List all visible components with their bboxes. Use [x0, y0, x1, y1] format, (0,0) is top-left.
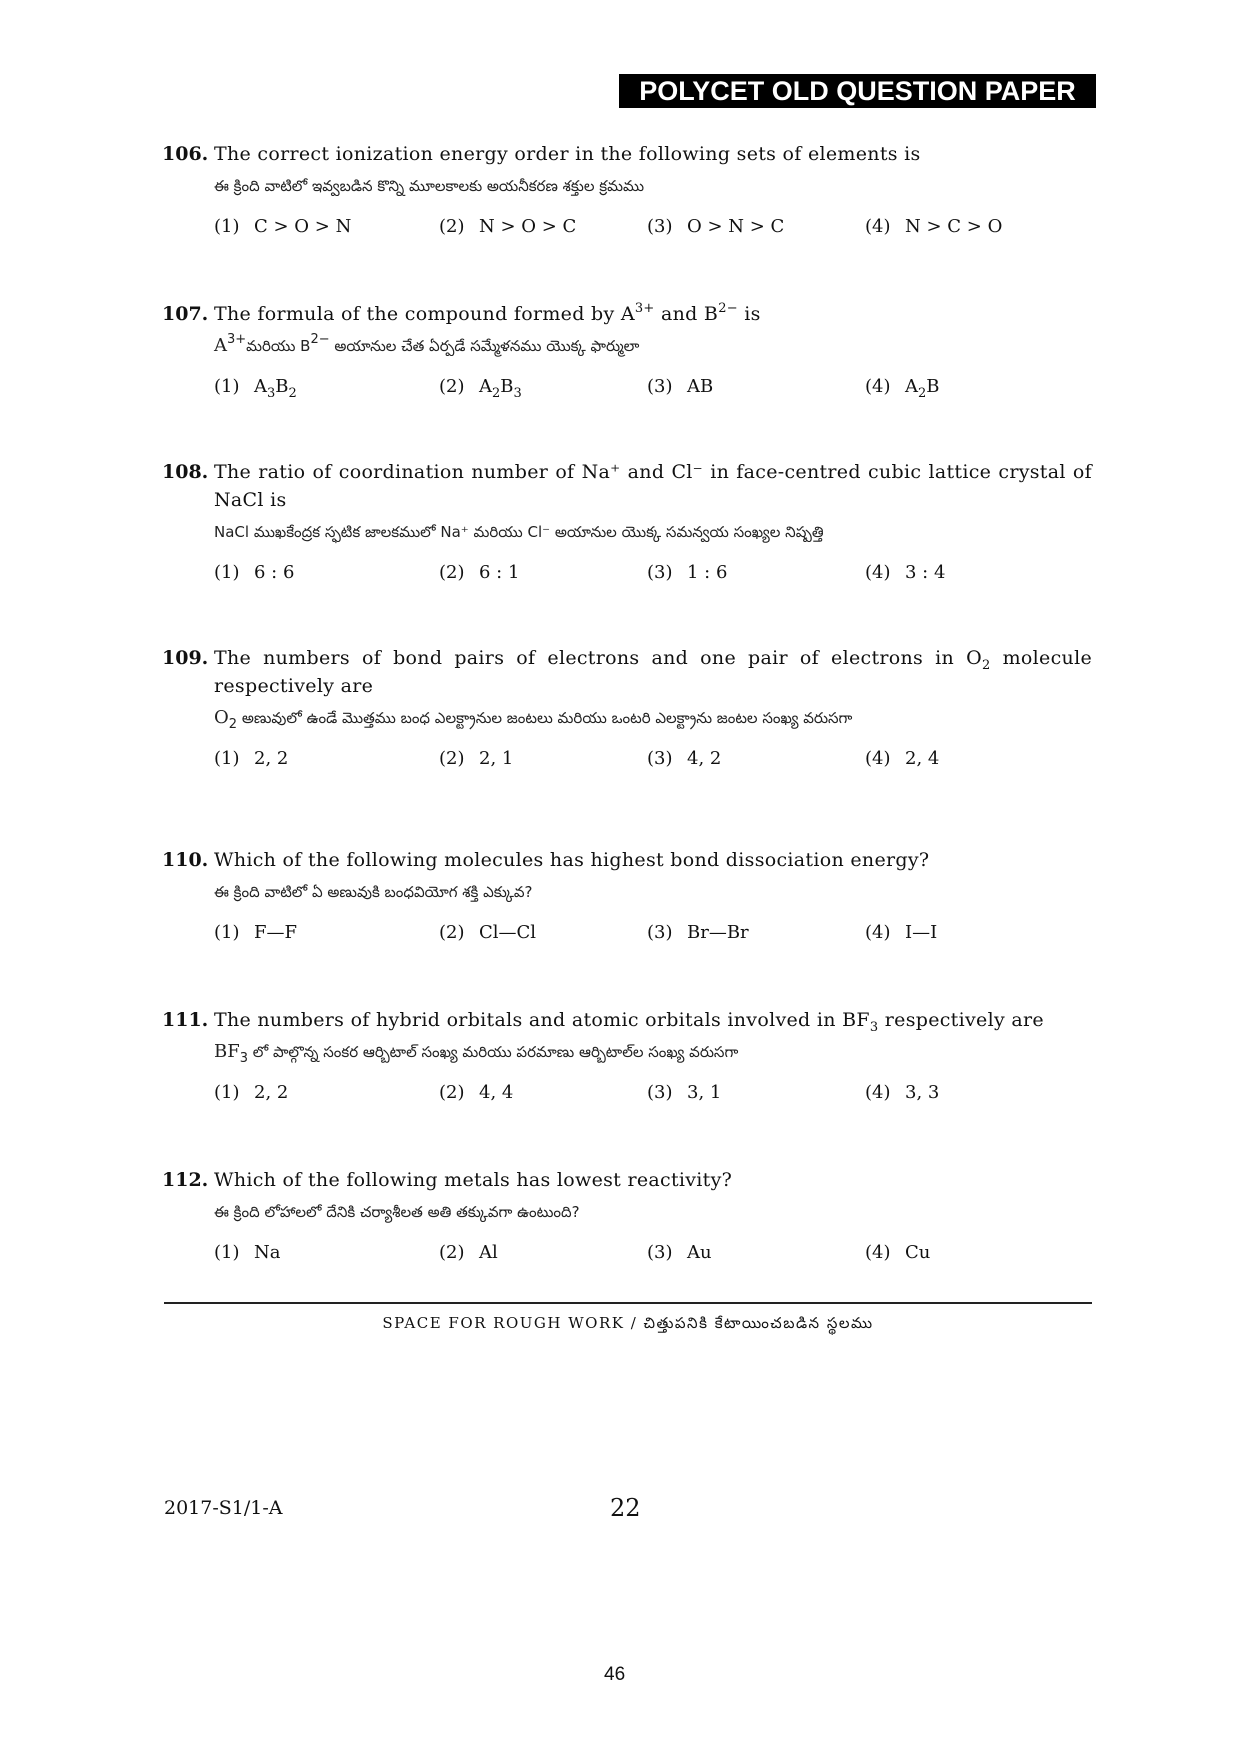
question-text-telugu: ఈ క్రింది లోహాలలో దేనికి చర్యాశీలత అతి తక్కువగా ఉంటుంది? — [214, 1203, 580, 1221]
option-3: (3) 1 : 6 — [647, 562, 728, 583]
options-row — [214, 1078, 1092, 1108]
question-text: The correct ionization energy order in the following sets of elements is — [214, 143, 921, 165]
options-row — [214, 372, 1092, 402]
question-text-telugu: ఈ క్రింది వాటిలో ఇవ్వబడిన కొన్ని మూలకాలకు అయనీకరణ శక్తుల క్రమము — [214, 177, 645, 195]
option-4: (4) 2, 4 — [865, 748, 940, 769]
option-3: (3) Br—Br — [647, 922, 749, 943]
question-109 — [162, 644, 1092, 774]
question-number: 112. — [162, 1169, 209, 1191]
option-3: (3) Au — [647, 1242, 712, 1263]
question-111 — [162, 1006, 1092, 1108]
option-2: (2) N > O > C — [439, 216, 577, 237]
rough-work-label: SPACE FOR ROUGH WORK / చిత్తుపనికి కేటాయించబడిన స్థలము — [382, 1314, 874, 1332]
option-2: (2) 6 : 1 — [439, 562, 520, 583]
option-3: (3) O > N > C — [647, 216, 785, 237]
question-112 — [162, 1166, 1092, 1268]
paper-code: 2017-S1/1-A — [164, 1497, 283, 1519]
question-number: 107. — [162, 303, 209, 325]
option-3: (3) 3, 1 — [647, 1082, 722, 1103]
question-text-telugu: ఈ క్రింది వాటిలో ఏ అణువుకి బంధవియోగ శక్తి ఎక్కువ? — [214, 883, 533, 901]
option-2: (2) $A_2B_3$ — [439, 376, 522, 401]
option-1: (1) $A_3B_2$ — [214, 376, 297, 401]
option-1: (1) F—F — [214, 922, 297, 943]
question-number: 109. — [162, 647, 209, 669]
question-text: Which of the following molecules has highest bond dissociation energy? — [214, 849, 930, 871]
option-1: (1) 2, 2 — [214, 748, 289, 769]
option-4: (4) I—I — [865, 922, 938, 943]
option-2: (2) Cl—Cl — [439, 922, 537, 943]
option-1: (1) Na — [214, 1242, 281, 1263]
options-row — [214, 1238, 1092, 1268]
question-text-telugu: $A^{3+}మరియు$ $B^{2-}$ అయానుల చేత ఏర్పడే సమ్మేళనము యొక్క ఫార్ములా — [214, 332, 640, 356]
question-text-telugu: $BF_3$ లో పాల్గొన్న సంకర ఆర్బిటాల్ సంఖ్య మరియు పరమాణు ఆర్బిటాల్‌ల సంఖ్య వరుసగా — [214, 1041, 739, 1066]
question-text: The formula of the compound formed by $A^{3+}$ and $B^{2-}$ is — [214, 301, 761, 325]
page-number: 22 — [610, 1494, 641, 1522]
question-106 — [162, 140, 1092, 242]
option-3: (3) 4, 2 — [647, 748, 722, 769]
paper-banner: POLYCET OLD QUESTION PAPER — [619, 74, 1096, 108]
option-3: (3) AB — [647, 376, 714, 397]
question-text: The numbers of hybrid orbitals and atomic orbitals involved in $BF_3$ respectively are — [214, 1009, 1044, 1035]
question-108 — [162, 458, 1092, 588]
question-text-telugu: NaCl ముఖకేంద్రక స్ఫటిక జాలకములో Na⁺ మరియు Cl⁻ అయానుల యొక్క సమన్వయ సంఖ్యల నిష్పత్తి — [214, 523, 824, 541]
question-number: 108. — [162, 461, 209, 483]
question-number: 106. — [162, 143, 209, 165]
option-2: (2) Al — [439, 1242, 498, 1263]
option-4: (4) Cu — [865, 1242, 931, 1263]
question-number: 111. — [162, 1009, 209, 1031]
option-4: (4) $A_2B$ — [865, 376, 940, 401]
question-110 — [162, 846, 1092, 948]
question-text: The numbers of bond pairs of electrons and one pair of electrons in $O_2$ molecule respectively are — [214, 647, 1092, 697]
question-107 — [162, 300, 1092, 402]
question-text: The ratio of coordination number of Na⁺ and Cl⁻ in face-centred cubic lattice crystal of NaCl is — [214, 461, 1092, 511]
options-row — [214, 212, 1092, 242]
option-4: (4) N > C > O — [865, 216, 1003, 237]
sheet-number: 46 — [604, 1664, 626, 1685]
option-2: (2) 2, 1 — [439, 748, 514, 769]
option-2: (2) 4, 4 — [439, 1082, 514, 1103]
option-1: (1) 6 : 6 — [214, 562, 295, 583]
question-number: 110. — [162, 849, 209, 871]
option-4: (4) 3, 3 — [865, 1082, 940, 1103]
rough-work-divider — [164, 1302, 1092, 1304]
option-1: (1) 2, 2 — [214, 1082, 289, 1103]
question-text: Which of the following metals has lowest reactivity? — [214, 1169, 733, 1191]
question-text-telugu: $O_2$ అణువులో ఉండే మొత్తము బంధ ఎలక్ట్రానుల జంటలు మరియు ఒంటరి ఎలక్ట్రాను జంటల సంఖ్య వరుసగా — [214, 707, 853, 732]
options-row — [214, 558, 1092, 588]
options-row — [214, 744, 1092, 774]
option-4: (4) 3 : 4 — [865, 562, 946, 583]
option-1: (1) C > O > N — [214, 216, 352, 237]
options-row — [214, 918, 1092, 948]
